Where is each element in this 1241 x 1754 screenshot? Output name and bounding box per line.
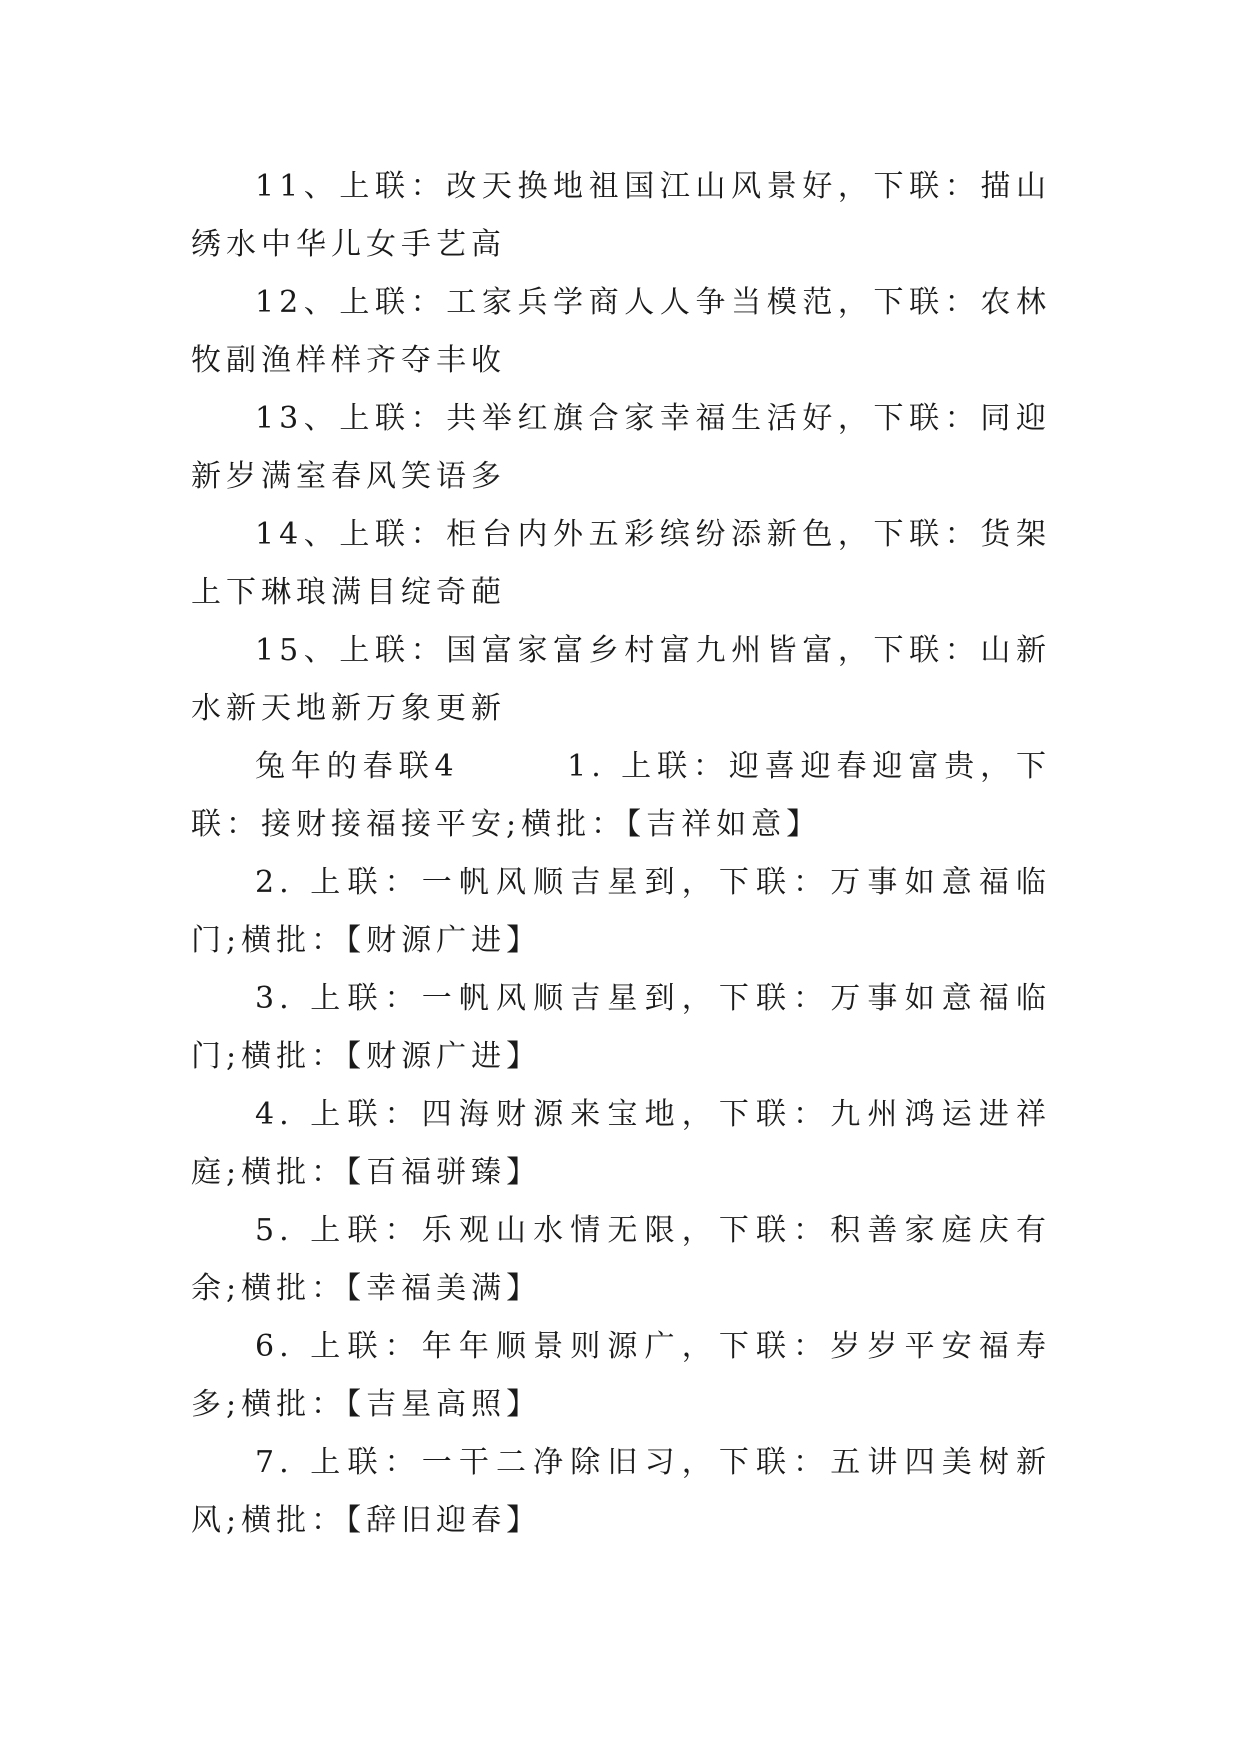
couplet-paragraph-5: 5. 上联：乐观山水情无限，下联：积善家庭庆有余;横批：【幸福美满】: [191, 1213, 1051, 1306]
couplet-paragraph-3: 3. 上联：一帆风顺吉星到，下联：万事如意福临门;横批：【财源广进】: [191, 981, 1051, 1074]
couplet-paragraph-7: 7. 上联：一干二净除旧习，下联：五讲四美树新风;横批：【辞旧迎春】: [191, 1445, 1051, 1538]
couplet-paragraph-4: 4. 上联：四海财源来宝地，下联：九州鸿运进祥庭;横批：【百福骈臻】: [191, 1097, 1051, 1190]
couplet-paragraph-2: 2. 上联：一帆风顺吉星到，下联：万事如意福临门;横批：【财源广进】: [191, 865, 1051, 958]
couplet-paragraph-13: 13、上联：共举红旗合家幸福生活好，下联：同迎新岁满室春风笑语多: [191, 401, 1051, 494]
couplet-paragraph-15: 15、上联：国富家富乡村富九州皆富，下联：山新水新天地新万象更新: [191, 633, 1051, 726]
couplet-paragraph-6: 6. 上联：年年顺景则源广，下联：岁岁平安福寿多;横批：【吉星高照】: [191, 1329, 1051, 1422]
couplet-paragraph-12: 12、上联：工家兵学商人人争当模范，下联：农林牧副渔样样齐夺丰收: [191, 285, 1051, 378]
document-body: [191, 158, 1051, 1550]
couplet-paragraph-11: 11、上联：改天换地祖国江山风景好，下联：描山绣水中华儿女手艺高: [191, 169, 1051, 262]
section-heading-paragraph: 兔年的春联4 1. 上联：迎喜迎春迎富贵，下联：接财接福接平安;横批：【吉祥如意】: [191, 749, 1051, 842]
couplet-paragraph-14: 14、上联：柜台内外五彩缤纷添新色，下联：货架上下琳琅满目绽奇葩: [191, 517, 1051, 610]
